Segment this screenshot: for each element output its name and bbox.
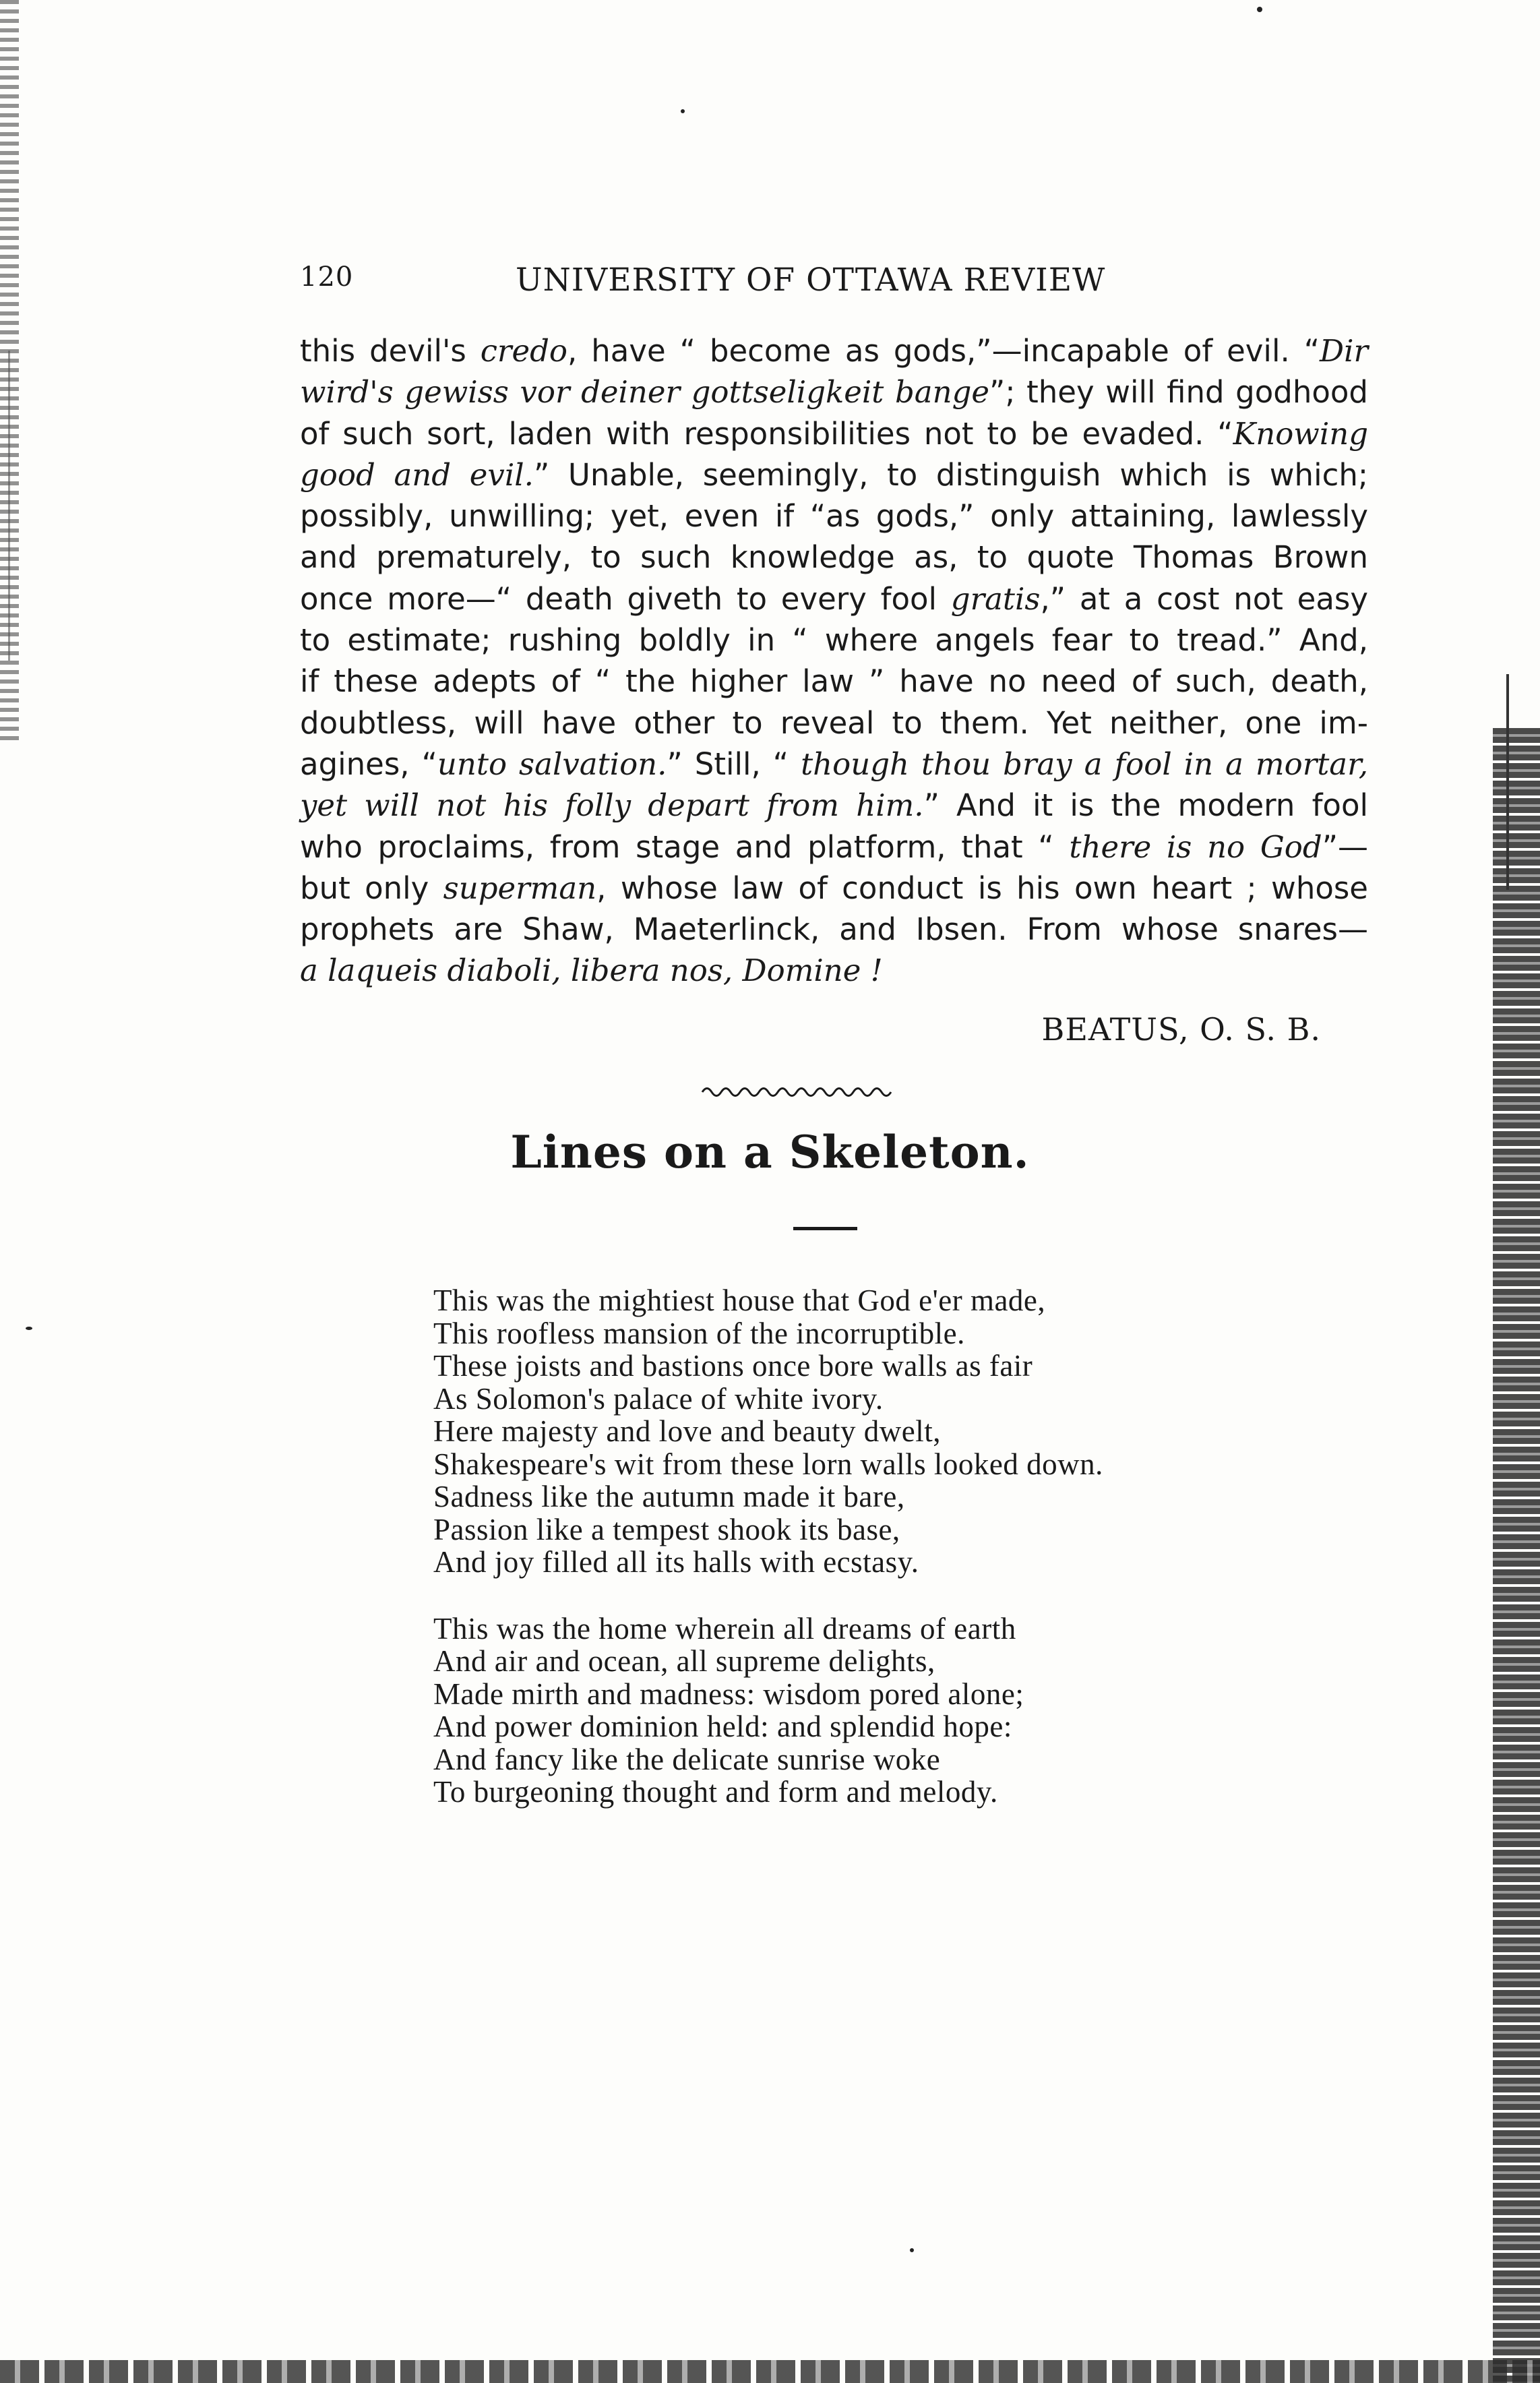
- scan-left-rule: [8, 351, 10, 661]
- italic-text: Knowing: [1233, 415, 1368, 452]
- prose-line: [300, 826, 1368, 868]
- poem-line: And joy filled all its halls with ecstasy.: [433, 1545, 919, 1579]
- text-run: ” Unable, seemingly, to distinguish which is which;: [533, 456, 1369, 493]
- text-run: doubtless, will have other to reveal to them. Yet neither, one im-: [300, 704, 1368, 741]
- title-rule: [793, 1227, 857, 1230]
- journal-title: UNIVERSITY OF OTTAWA REVIEW: [516, 262, 1106, 299]
- italic-text: wird's gewiss vor deiner gottseligkeit bange: [300, 374, 990, 411]
- italic-text: though thou bray a fool in a mortar,: [801, 746, 1368, 782]
- scan-bottom-edge: [0, 2360, 1540, 2383]
- prose-line: [300, 620, 1368, 661]
- author-signature: BEATUS, O. S. B.: [1041, 1011, 1321, 1048]
- text-run: and prematurely, to such knowledge as, to quote Thomas Brown: [300, 539, 1368, 576]
- poem-line: Sadness like the autumn made it bare,: [433, 1480, 905, 1513]
- poem-line: This roofless mansion of the incorruptible.: [433, 1316, 965, 1350]
- italic-text: there is no God: [1069, 828, 1322, 865]
- poem-line: And fancy like the delicate sunrise woke: [433, 1742, 941, 1776]
- italic-text: credo: [480, 333, 567, 369]
- poem-line: These joists and bastions once bore walls as fair: [433, 1349, 1033, 1383]
- poem-line: And power dominion held: and splendid hope:: [433, 1710, 1012, 1743]
- poem-body: [433, 1284, 1330, 1809]
- prose-line: [300, 454, 1368, 495]
- italic-text: gratis: [950, 580, 1041, 617]
- poem-line: And air and ocean, all supreme delights,: [433, 1644, 935, 1678]
- poem-line: As Solomon's palace of white ivory.: [433, 1381, 884, 1416]
- prose-line: [300, 909, 1368, 950]
- poem-line: Passion like a tempest shook its base,: [433, 1512, 900, 1546]
- poem-line: To burgeoning thought and form and melody.: [433, 1775, 998, 1809]
- poem-line: This was the home wherein all dreams of earth: [433, 1611, 1016, 1646]
- text-run: this devil's: [300, 333, 481, 369]
- prose-line: [300, 330, 1368, 371]
- text-run: ” Still, “: [667, 746, 801, 782]
- scan-speck: [910, 2248, 914, 2252]
- prose-line: [300, 868, 1368, 909]
- poem-line: Made mirth and madness: wisdom pored alone;: [433, 1677, 1024, 1711]
- text-run: ”; they will find godhood: [989, 374, 1368, 411]
- poem-line: This was the mightiest house that God e'er made,: [433, 1284, 1046, 1317]
- text-run: if these adepts of “ the higher law ” have no need of such, death,: [300, 663, 1368, 700]
- text-run: possibly, unwilling; yet, even if “as gods,” only attaining, lawlessly: [300, 498, 1368, 535]
- poem-line: Shakespeare's wit from these lorn walls looked down.: [433, 1447, 1103, 1481]
- text-run: but only: [300, 870, 443, 906]
- prose-line: [300, 495, 1368, 537]
- scan-right-edge: [1493, 728, 1540, 2383]
- prose-line: [300, 413, 1368, 454]
- page-number: 120: [300, 262, 354, 293]
- poem-stanza: [433, 1612, 1330, 1809]
- text-run: , have “ become as gods,”—incapable of evil. “: [567, 333, 1320, 369]
- scan-speck: [1257, 7, 1262, 12]
- prose-line: [300, 744, 1368, 785]
- scan-speck: [681, 109, 685, 113]
- prose-line: [300, 537, 1368, 578]
- scan-speck: [26, 1327, 32, 1330]
- italic-text: a laqueis diaboli, libera nos, Domine !: [300, 953, 883, 989]
- prose-line: [300, 702, 1368, 744]
- prose-line: [300, 785, 1368, 826]
- wavy-divider-ornament: [701, 1082, 896, 1102]
- prose-line: [300, 578, 1368, 620]
- text-run: to estimate; rushing boldly in “ where angels fear to tread.” And,: [300, 622, 1368, 659]
- prose-line: [300, 661, 1368, 702]
- prose-paragraph: [300, 330, 1368, 992]
- text-run: of such sort, laden with responsibilities not to be evaded. “: [300, 415, 1233, 452]
- text-run: , whose law of conduct is his own heart ; whose: [596, 870, 1368, 906]
- text-run: ,” at a cost not easy: [1040, 580, 1368, 617]
- italic-text: Dir: [1320, 333, 1369, 369]
- text-run: who proclaims, from stage and platform, that “: [300, 828, 1070, 865]
- text-run: agines, “: [300, 746, 437, 782]
- italic-text: superman: [443, 870, 597, 906]
- scan-right-rule: [1506, 674, 1509, 890]
- text-run: prophets are Shaw, Maeterlinck, and Ibsen. From whose snares—: [300, 911, 1368, 948]
- prose-line: [300, 371, 1368, 413]
- poem-line: Here majesty and love and beauty dwelt,: [433, 1414, 941, 1448]
- prose-line: [300, 950, 1368, 991]
- running-head: [300, 262, 1351, 302]
- italic-text: yet will not his folly depart from him.: [300, 787, 924, 824]
- poem-title: Lines on a Skeleton.: [510, 1126, 1030, 1178]
- italic-text: good and evil.: [300, 456, 534, 493]
- text-run: ”—: [1322, 828, 1369, 865]
- poem-stanza: [433, 1284, 1330, 1579]
- text-run: once more—“ death giveth to every fool: [300, 580, 951, 617]
- text-run: ” And it is the modern fool: [923, 787, 1368, 824]
- italic-text: unto salvation.: [437, 746, 667, 782]
